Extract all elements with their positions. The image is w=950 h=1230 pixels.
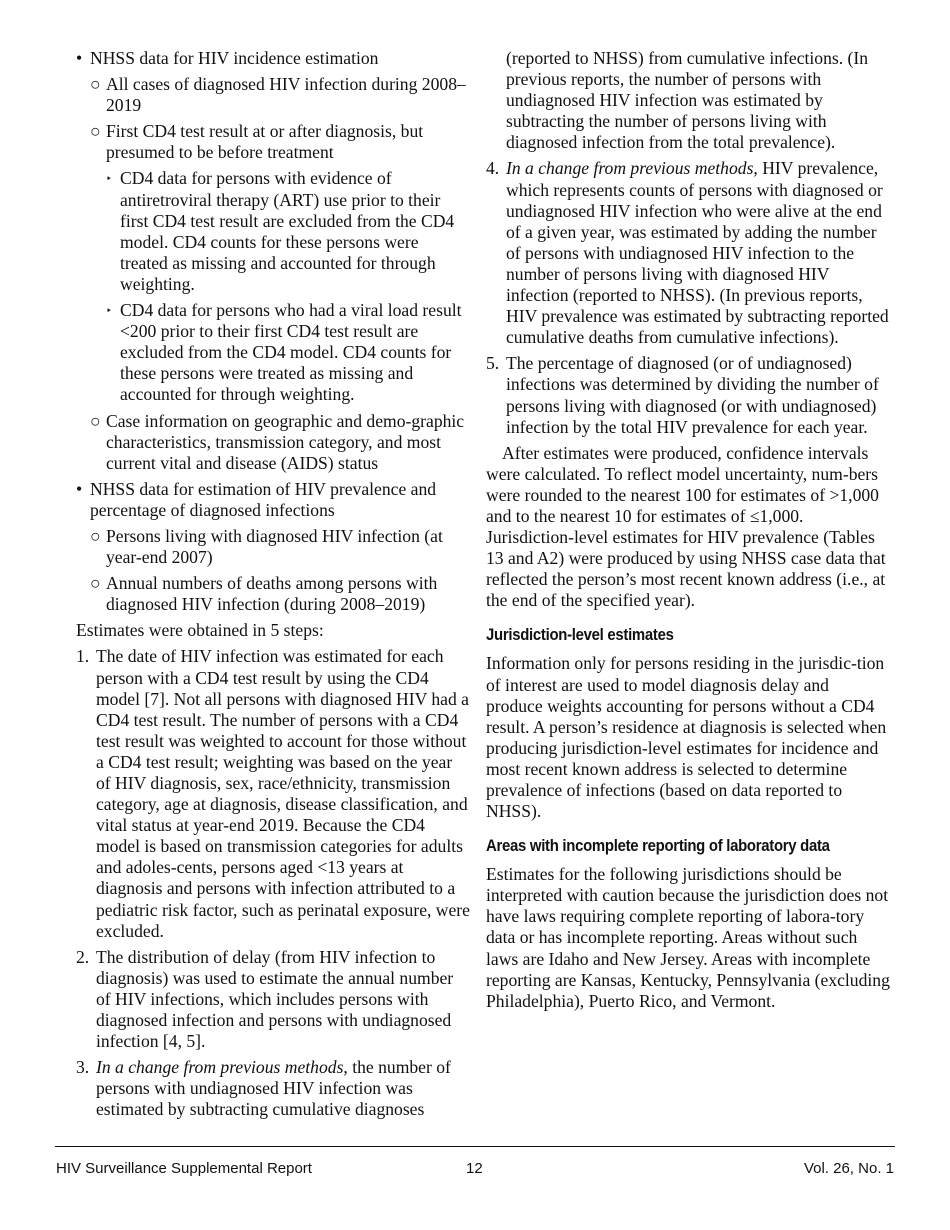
- incomplete-reporting-paragraph: Estimates for the following jurisdictions should be interpreted with caution because the jurisdiction does not have laws requiring complete reporting of labora-tory data or has incomplete reporting. Areas without such laws are Idaho and New Jersey. Areas with incomplete reporting are Kansas, Kentucky, Pennsylvania (excluding Philadelphia), Puerto Rico, and Vermont.: [486, 864, 890, 1011]
- subbullet-living: [76, 526, 470, 568]
- subbullet-text: Persons living with diagnosed HIV infection (at year-end 2007): [106, 525, 443, 568]
- right-column: [486, 48, 890, 1017]
- step-3-continued: [486, 48, 890, 153]
- subbullet-text: All cases of diagnosed HIV infection during 2008–2019: [106, 74, 466, 116]
- footer-volume: Vol. 26, No. 1: [803, 1160, 894, 1177]
- subbullet-cases: [76, 74, 470, 116]
- heading-incomplete-reporting: Areas with incomplete reporting of laboratory data: [486, 837, 830, 856]
- step-3: [76, 1057, 470, 1120]
- step-number: 4.: [486, 158, 500, 179]
- step-1: [76, 646, 470, 941]
- bullet-prevalence: [76, 479, 470, 521]
- bullet-marker: •: [76, 478, 83, 499]
- subsubbullet-text: CD4 data for persons who had a viral load result <200 prior to their first CD4 test result are excluded from the CD4 model. CD4 counts for these persons were treated as missing and accounted for through weighting.: [120, 300, 462, 405]
- subbullet-first-cd4: [76, 121, 470, 163]
- step-number: 1.: [76, 646, 90, 667]
- bullet-marker: •: [76, 48, 83, 68]
- subsubbullet-viral-load: [76, 300, 470, 405]
- subbullet-text: Annual numbers of deaths among persons with diagnosed HIV infection (during 2008–2019): [106, 573, 438, 615]
- footer-divider: [55, 1146, 895, 1147]
- circle-marker: ○: [90, 74, 101, 95]
- circle-marker: ○: [90, 525, 101, 546]
- triangle-marker: ‣: [106, 174, 112, 186]
- step-text: (reported to NHSS) from cumulative infections. (In previous reports, the number of persons with undiagnosed HIV infection was estimated by subtracting the number of persons living with diagnosed infection from the total prevalence).: [506, 48, 869, 153]
- step-4: [486, 158, 890, 348]
- bullet-text: NHSS data for HIV incidence estimation: [90, 48, 379, 68]
- step-text: The percentage of diagnosed (or of undiagnosed) infections was determined by dividing the number of persons living with diagnosed (or with undiagnosed) infection by the total HIV prevalence for each year.: [506, 353, 879, 437]
- steps-intro: Estimates were obtained in 5 steps:: [76, 620, 324, 641]
- after-estimates-paragraph: After estimates were produced, confidence intervals were calculated. To reflect model uncertainty, num-bers were rounded to the nearest 100 for estimates of >1,000 and to the nearest 10 for estimates of ≤1,000. Jurisdiction-level estimates for HIV prevalence (Tables 13 and A2) were produced by using NHSS case data that reflected the person’s most recent known address (i.e., at the end of the specified year).: [486, 442, 886, 611]
- jurisdiction-paragraph: Information only for persons residing in the jurisdic-tion of interest are used to model diagnosis delay and produce weights accounting for persons without a CD4 result. A person’s residence at diagnosis is selected when producing jurisdiction-level estimates for incidence and most recent known address is selected to determine prevalence of infections (based on data reported to NHSS).: [486, 653, 887, 822]
- step-5: [486, 353, 890, 437]
- heading-jurisdiction: Jurisdiction-level estimates: [486, 626, 674, 645]
- subbullet-text: First CD4 test result at or after diagnosis, but presumed to be before treatment: [106, 121, 424, 163]
- subbullet-deaths: [76, 573, 470, 615]
- step-text: The distribution of delay (from HIV infection to diagnosis) was used to estimate the annual number of HIV infections, which includes persons with diagnosed infection and persons with undiagnosed infection [4, 5].: [96, 946, 454, 1052]
- step-number: 2.: [76, 946, 90, 967]
- step-number: 3.: [76, 1057, 90, 1078]
- triangle-marker: ‣: [106, 306, 112, 318]
- step-text: , the number of persons with undiagnosed HIV infection was estimated by subtracting cumulative diagnoses: [96, 1057, 451, 1120]
- circle-marker: ○: [90, 410, 101, 431]
- subsubbullet-text: CD4 data for persons with evidence of antiretroviral therapy (ART) use prior to their first CD4 test result are excluded from the CD4 model. CD4 counts for these persons were treated as missing and accounted for through weighting.: [120, 168, 455, 294]
- step-text: The date of HIV infection was estimated for each person with a CD4 test result by using the CD4 model [7]. Not all persons with diagnosed HIV had a CD4 test result. The number of persons with a CD4 test result was weighted to account for those without a CD4 test result; weighting was based on the year of HIV diagnosis, sex, race/ethnicity, transmission category, age at diagnosis, disease classification, and vital status at year-end 2019. Because the CD4 model is based on transmission categories for adults and adoles-cents, persons aged <13 years at diagnosis and persons with infection attributed to a pediatric risk factor, such as perinatal exposure, were excluded.: [96, 646, 470, 941]
- subsubbullet-art: [76, 168, 470, 295]
- circle-marker: ○: [90, 573, 101, 594]
- step-2: [76, 947, 470, 1052]
- circle-marker: ○: [90, 121, 101, 142]
- step-italic-lead: In a change from previous methods: [96, 1057, 344, 1078]
- footer-page-number: 12: [466, 1160, 483, 1177]
- step-italic-lead: In a change from previous methods: [506, 158, 754, 179]
- bullet-incidence: [76, 48, 470, 69]
- step-text: , HIV prevalence, which represents counts of persons with diagnosed or undiagnosed HIV infection who were alive at the end of a given year, was estimated by adding the number of persons with undiagnosed HIV infection to the number of persons living with diagnosed HIV infection (reported to NHSS). (In previous reports, HIV prevalence was estimated by subtracting reported cumulative deaths from cumulative infections).: [506, 158, 889, 348]
- footer-report-title: HIV Surveillance Supplemental Report: [56, 1160, 312, 1177]
- left-column: [76, 48, 470, 1126]
- step-number: 5.: [486, 353, 500, 374]
- bullet-text: NHSS data for estimation of HIV prevalence and percentage of diagnosed infections: [90, 478, 437, 520]
- subbullet-text: Case information on geographic and demo-graphic characteristics, transmission category, and most current vital and disease (AIDS) status: [106, 410, 465, 473]
- subbullet-case-info: [76, 411, 470, 474]
